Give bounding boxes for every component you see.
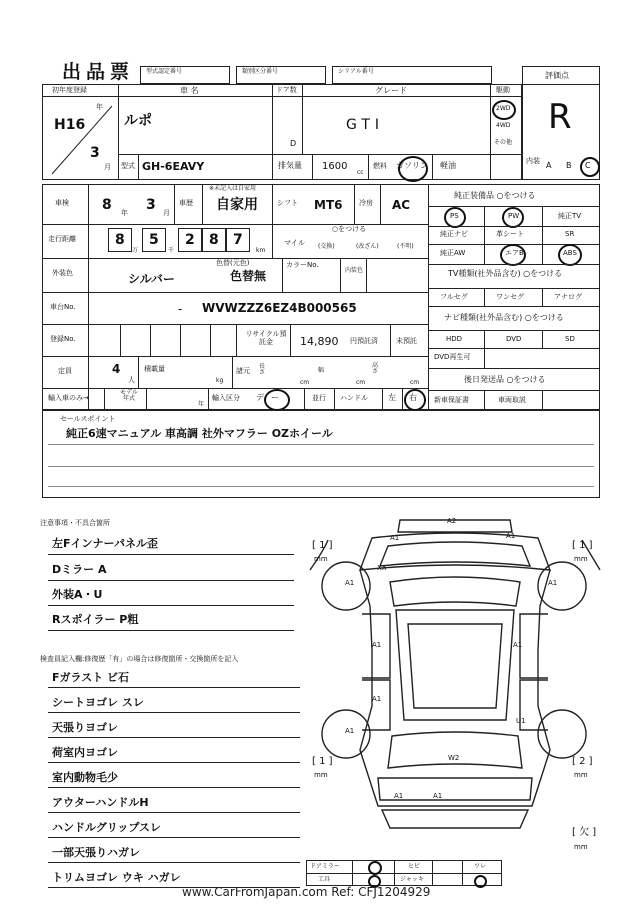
class-label: 類別区分番号	[242, 68, 279, 75]
parallel-label: 並行	[312, 394, 326, 402]
mm-bracket-fl: [ 1 ]	[312, 540, 333, 551]
handle-right-circle	[404, 389, 426, 411]
chassis-value: WVWZZZ6EZ4B000565	[202, 301, 357, 315]
inspector-item-7: ハンドルグリップスレ	[52, 821, 161, 834]
month-unit: 月	[104, 163, 111, 171]
intcolor-label: 内装色	[345, 267, 364, 274]
navi-title: ナビ種類(社外品含む) ○をつける	[444, 313, 564, 322]
grade-value: GTI	[346, 117, 385, 133]
length-cm: cm	[300, 379, 310, 386]
after-title: 後日発送品 ○をつける	[464, 375, 546, 384]
note-item-2: Dミラー A	[52, 563, 107, 576]
score-label: 評価点	[545, 71, 569, 80]
doors-label: ドア数	[276, 86, 297, 94]
mileage-altered: (改ざん)	[356, 243, 379, 250]
mileage-digit-2: 5	[149, 232, 159, 248]
watermark: www.CarFromJapan.com Ref: CFJ1204929	[182, 885, 431, 899]
ac-value: AC	[392, 198, 411, 212]
mileage-digit-4: 8	[209, 232, 219, 248]
interior-a: A	[546, 161, 552, 170]
recycle-unpaid: 未預託	[396, 337, 417, 345]
navi-dvd: DVD	[506, 335, 522, 343]
mileage-circle-note: ○をつける	[332, 225, 367, 233]
height-cm: cm	[410, 379, 420, 386]
interior-c-circle	[580, 157, 600, 177]
equip-ps-circle	[444, 207, 466, 228]
tv-analog: アナログ	[554, 293, 582, 301]
inspector-item-2: シートヨゴレ スレ	[52, 696, 144, 709]
note-item-1: 左Fインナーパネル歪	[52, 537, 158, 550]
mileage-digit-1: 8	[115, 232, 125, 248]
equip-airbag: エアB	[505, 249, 524, 257]
dmg-a1-10: A1	[433, 792, 443, 800]
equip-airbag-circle	[500, 244, 526, 266]
mirror-label: ドアミラー	[310, 863, 340, 870]
length-label: 長さ	[259, 363, 266, 376]
dmg-a2: A2	[447, 517, 457, 525]
handle-label: ハンドル	[340, 394, 368, 402]
grade-label: グレード	[375, 86, 407, 95]
handle-right: 右	[409, 393, 417, 402]
dmg-a1-1: A1	[390, 534, 400, 542]
man-unit: 万	[132, 247, 139, 254]
first-reg-month: 3	[90, 145, 100, 161]
inspector-item-6: アウターハンドルH	[52, 796, 149, 809]
equip-aw: 純正AW	[440, 249, 466, 257]
fuel-diesel: 軽油	[440, 161, 456, 170]
mm-bracket-rr: [ 2 ]	[572, 756, 593, 767]
kogu-label: 工具	[318, 876, 331, 883]
mileage-digit-5: 7	[233, 232, 243, 248]
reg-label: 登録No.	[50, 335, 76, 343]
chassis-label: 車台No.	[50, 303, 76, 311]
mm-rr-unit: mm	[574, 771, 588, 779]
dmg-a1-4: A1	[548, 579, 558, 587]
handle-left: 左	[388, 393, 396, 402]
cc-unit: cc	[357, 169, 364, 176]
equip-ps: PS	[450, 212, 459, 220]
navi-hdd: HDD	[446, 335, 463, 343]
capacity-label: 定員	[58, 367, 72, 375]
after-warranty: 新車保証書	[434, 396, 469, 404]
equip-sr: SR	[565, 230, 575, 238]
hibi-label: ヒビ	[408, 863, 421, 870]
serial-label: シリアル番号	[338, 68, 374, 75]
dims-label: 諸元	[236, 367, 250, 375]
fuel-gas-circle	[398, 156, 428, 182]
car-diagram	[300, 510, 610, 860]
shift-label: シフト	[277, 199, 298, 207]
dmg-a1-3: A1	[345, 579, 355, 587]
score-value: R	[548, 97, 572, 137]
tv-fullseg: フルセグ	[440, 293, 468, 301]
sen-unit: 千	[168, 247, 175, 254]
mileage-swap: (交換)	[318, 243, 335, 250]
model-year-unit: 年	[198, 401, 205, 408]
equip-leather: 革シート	[496, 230, 524, 238]
shaken-year-unit: 年	[121, 209, 128, 217]
navi-sd: SD	[565, 335, 575, 343]
dmg-xx: XX	[377, 564, 387, 572]
shaken-year: 8	[102, 197, 112, 213]
shift-value: MT6	[314, 198, 343, 212]
inspector-item-5: 室内動物毛少	[52, 771, 118, 784]
equip-abs: ABS	[563, 249, 577, 257]
capacity-value: 4	[112, 362, 121, 376]
dmg-w2: W2	[448, 754, 460, 762]
height-label: 高さ	[372, 362, 379, 375]
interior-label: 内装	[526, 157, 540, 165]
mileage-digit-3: 2	[185, 232, 195, 248]
model-cert-label: 型式認定番号	[146, 68, 183, 75]
equip-pw: PW	[508, 212, 520, 220]
import-dash: ー	[271, 393, 279, 402]
sales-label: セールスポイント	[60, 415, 116, 423]
mirror-circle	[368, 861, 382, 875]
dmg-a1-6: A1	[513, 641, 523, 649]
mile-label: マイル	[284, 239, 305, 247]
history-note: ※未記入は自家用	[209, 185, 257, 192]
sales-box	[42, 410, 600, 498]
history-label: 車歴	[179, 199, 193, 207]
inspector-item-9: トリムヨゴレ ウキ ハガレ	[52, 871, 181, 884]
import-cat-label: 輸入区分	[212, 394, 240, 402]
import-circle	[264, 389, 290, 411]
drive-2wd: 2WD	[496, 105, 511, 112]
shaken-label: 車検	[55, 199, 69, 207]
mm-spare-unit: mm	[574, 843, 588, 851]
load-label: 積載量	[144, 365, 165, 373]
dmg-u1: U1	[516, 717, 526, 725]
recycle-label: リサイクル預託金	[245, 330, 287, 346]
mm-bracket-spare: [ 欠 ]	[572, 827, 597, 838]
equip-tv: 純正TV	[558, 212, 582, 220]
capacity-unit: 人	[128, 376, 135, 384]
inspector-item-1: Fガラスト ビ石	[52, 671, 130, 684]
mileage-label: 走行距離	[48, 235, 76, 243]
ware-label: ワレ	[474, 863, 487, 870]
inspector-title: 検査員記入欄:修復歴「有」の場合は修復箇所・交換箇所を記入	[40, 655, 239, 663]
dmg-a1-9: A1	[394, 792, 404, 800]
dvd-label: DVD再生可	[434, 353, 471, 361]
equip-abs-circle	[558, 244, 582, 266]
name-label: 車 名	[180, 86, 199, 95]
notes-title: 注意事項・不具合箇所	[40, 519, 110, 527]
type-label: 型式	[121, 162, 135, 170]
shaken-month-unit: 月	[163, 209, 170, 217]
dmg-a1-7: A1	[372, 695, 382, 703]
km-unit: km	[256, 247, 266, 254]
recycle-value: 14,890	[300, 335, 339, 348]
inspector-item-4: 荷室内ヨゴレ	[52, 746, 118, 759]
width-label: 幅	[318, 367, 325, 374]
note-item-3: 外装A・U	[52, 588, 103, 601]
history-value: 自家用	[216, 197, 258, 213]
mm-bracket-fr: [ 1 ]	[572, 540, 593, 551]
kg-unit: kg	[216, 377, 224, 384]
mm-fl-unit: mm	[314, 555, 328, 563]
drive-4wd: 4WD	[496, 122, 511, 129]
colorno-label: カラーNo.	[286, 261, 319, 269]
vehicle-name: ルポ	[124, 113, 152, 129]
dmg-a1-5: A1	[372, 641, 382, 649]
first-reg-label: 初年度登録	[52, 86, 87, 94]
type-value: GH-6EAVY	[142, 160, 205, 173]
after-manual: 車両取説	[498, 396, 526, 404]
drive-other: その他	[494, 139, 513, 146]
tv-title: TV種類(社外品含む) ○をつける	[448, 269, 563, 278]
equipment-title: 純正装備品 ○をつける	[454, 191, 536, 200]
shaken-month: 3	[146, 197, 156, 213]
drive-label: 駆動	[496, 86, 510, 94]
equip-pw-circle	[502, 207, 524, 228]
jack-label: ジャッキ	[400, 876, 424, 883]
tv-oneseg: ワンセグ	[496, 293, 524, 301]
interior-c: C	[585, 161, 591, 170]
repaint-label: 色替(元色)	[216, 259, 250, 267]
mm-bracket-rl: [ 1 ]	[312, 756, 333, 767]
displacement-value: 1600	[322, 161, 348, 172]
fuel-label: 燃料	[373, 162, 387, 170]
fuel-gas: ガソリン	[396, 161, 428, 170]
dmg-a1-8: A1	[345, 727, 355, 735]
ac-label: 冷房	[359, 199, 373, 207]
form-title: 出品票	[62, 61, 135, 83]
color-value: シルバー	[128, 272, 175, 286]
width-cm: cm	[356, 379, 366, 386]
import-de: デ	[256, 393, 264, 402]
equip-navi: 純正ナビ	[440, 230, 468, 238]
year-unit: 年	[96, 103, 103, 111]
repaint-value: 色替無	[230, 269, 267, 283]
dmg-a1-2: A1	[506, 532, 516, 540]
jack-circle	[474, 875, 487, 888]
model-year-label: モデル年式	[120, 389, 138, 402]
displacement-label: 排気量	[278, 161, 302, 170]
mm-rl-unit: mm	[314, 771, 328, 779]
mm-fr-unit: mm	[574, 555, 588, 563]
recycle-paid: 円預託済	[350, 337, 378, 345]
chassis-dash: -	[178, 302, 183, 316]
color-label: 外装色	[52, 269, 73, 277]
interior-b: B	[566, 161, 572, 170]
mileage-unknown: (不明)	[397, 243, 414, 250]
sales-text: 純正6速マニュアル 車高調 社外マフラー OZホイール	[66, 427, 333, 440]
first-reg-era: H16	[54, 117, 86, 133]
drive-2wd-circle	[492, 100, 516, 120]
import-label: 輸入車のみ→	[48, 394, 89, 402]
inspector-item-8: 一部天張りハガレ	[52, 846, 140, 859]
inspector-item-3: 天張りヨゴレ	[52, 721, 118, 734]
note-item-4: Rスポイラー P粗	[52, 613, 139, 626]
door-d: D	[290, 139, 297, 148]
